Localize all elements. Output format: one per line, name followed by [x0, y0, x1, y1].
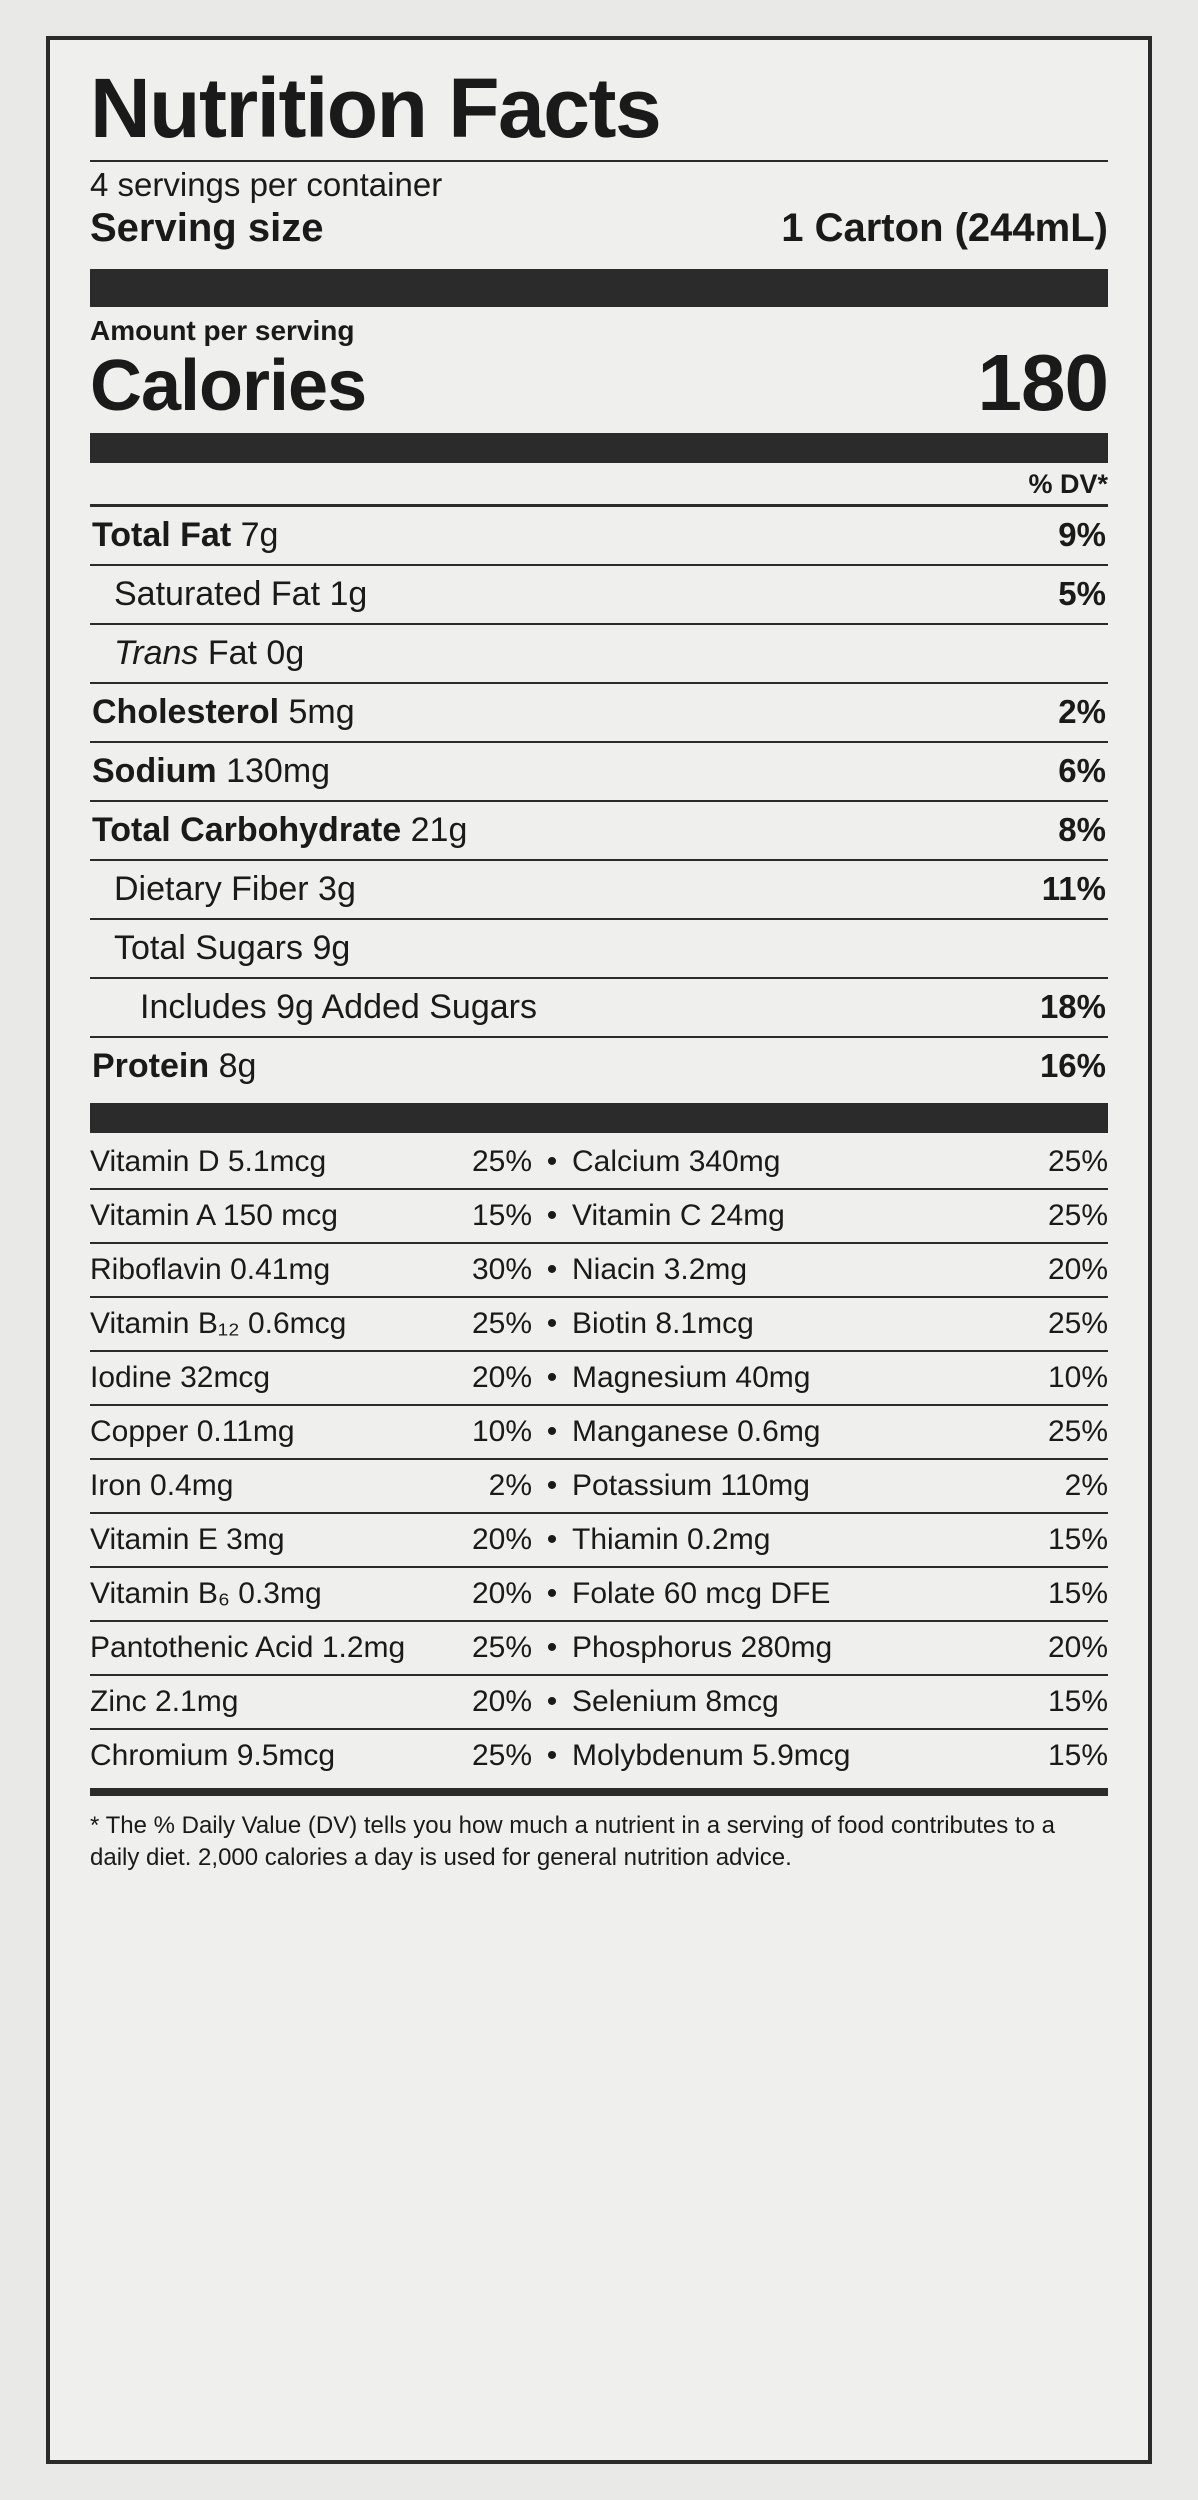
bullet-separator-icon: •	[546, 1685, 558, 1718]
nutrient-row	[90, 977, 1108, 1036]
nutrient-amount: Fat 0g	[198, 634, 305, 672]
vitamin-left-daily-value: 30%	[471, 1253, 532, 1286]
bullet-separator-icon: •	[546, 1739, 558, 1772]
vitamin-row	[90, 1188, 1108, 1242]
vitamin-left-daily-value: 2%	[488, 1469, 532, 1502]
vitamin-row	[90, 1566, 1108, 1620]
vitamin-right-name: Molybdenum 5.9mcg	[572, 1739, 851, 1772]
nutrient-name	[92, 988, 537, 1027]
nutrient-label: Cholesterol	[92, 693, 280, 731]
nutrient-name	[92, 811, 467, 850]
serving-size-label: Serving size	[90, 206, 324, 250]
page-title: Nutrition Facts	[90, 61, 661, 155]
nutrient-daily-value: 9%	[1058, 516, 1106, 553]
calories-row	[90, 338, 1108, 427]
vitamin-right-name: Phosphorus 280mg	[572, 1631, 833, 1664]
vitamin-right-name: Potassium 110mg	[572, 1469, 810, 1502]
vitamin-left-daily-value: 20%	[471, 1685, 532, 1718]
vitamin-right-daily-value: 20%	[1047, 1253, 1108, 1286]
vitamin-mineral-list	[90, 1133, 1108, 1782]
footnote: * The % Daily Value (DV) tells you how much a nutrient in a serving of food contributes to a daily diet. 2,000 calories a day is used for general nutrition advice.	[90, 1812, 1055, 1871]
vitamin-left-daily-value: 25%	[471, 1631, 532, 1664]
serving-size-row	[90, 206, 1108, 259]
bullet-separator-icon: •	[546, 1415, 558, 1448]
divider-thick-under-calories	[90, 433, 1108, 463]
vitamin-left-name: Zinc 2.1mg	[90, 1685, 239, 1718]
nutrient-row	[90, 741, 1108, 800]
nutrient-amount: 9g	[303, 929, 351, 967]
vitamin-left-name: Riboflavin 0.41mg	[90, 1253, 331, 1286]
vitamin-right-name: Manganese 0.6mg	[572, 1415, 821, 1448]
vitamin-left-name: Chromium 9.5mcg	[90, 1739, 336, 1772]
vitamin-right-daily-value: 20%	[1047, 1631, 1108, 1664]
vitamin-left-daily-value: 20%	[471, 1577, 532, 1610]
nutrient-amount: 1g	[320, 575, 368, 613]
nutrient-row	[90, 504, 1108, 564]
nutrient-label: Sodium	[92, 752, 217, 790]
vitamin-right-name: Calcium 340mg	[572, 1145, 781, 1178]
vitamin-left-name: Iron 0.4mg	[90, 1469, 234, 1502]
divider-thick-under-nutrients	[90, 1103, 1108, 1133]
vitamin-right-daily-value: 10%	[1047, 1361, 1108, 1394]
vitamin-right-daily-value: 15%	[1047, 1685, 1108, 1718]
nutrition-facts-panel	[46, 36, 1152, 2464]
vitamin-right-name: Niacin 3.2mg	[572, 1253, 748, 1286]
vitamin-row	[90, 1404, 1108, 1458]
amount-per-serving-label: Amount per serving	[90, 315, 355, 346]
vitamin-row	[90, 1728, 1108, 1782]
daily-value-header: % DV*	[1028, 469, 1108, 499]
bullet-separator-icon: •	[546, 1199, 558, 1232]
vitamin-right-name: Vitamin C 24mg	[572, 1199, 785, 1232]
bullet-separator-icon: •	[546, 1145, 558, 1178]
bullet-separator-icon: •	[546, 1361, 558, 1394]
nutrient-list	[90, 504, 1108, 1095]
nutrient-daily-value: 8%	[1058, 811, 1106, 848]
vitamin-left-name: Vitamin A 150 mcg	[90, 1199, 338, 1232]
vitamin-left-name: Copper 0.11mg	[90, 1415, 295, 1448]
divider-above-footnote	[90, 1788, 1108, 1796]
nutrient-amount: 7g	[231, 516, 279, 554]
vitamin-left-daily-value: 25%	[471, 1739, 532, 1772]
nutrient-label: Total Fat	[92, 516, 232, 554]
calories-value: 180	[977, 338, 1108, 427]
vitamin-right-daily-value: 25%	[1047, 1199, 1108, 1232]
nutrient-label: Total Carbohydrate	[92, 811, 402, 849]
vitamin-left-daily-value: 20%	[471, 1523, 532, 1556]
vitamin-left-name: Iodine 32mcg	[90, 1361, 271, 1394]
nutrient-name	[92, 693, 355, 732]
divider-thick-top	[90, 269, 1108, 307]
nutrient-name	[92, 516, 278, 555]
nutrient-daily-value: 6%	[1058, 752, 1106, 789]
nutrient-amount: 21g	[401, 811, 468, 849]
bullet-separator-icon: •	[546, 1577, 558, 1610]
nutrient-daily-value: 11%	[1041, 870, 1106, 907]
nutrient-label: Trans	[114, 634, 199, 672]
nutrient-label: Saturated Fat	[114, 575, 321, 613]
vitamin-right-daily-value: 15%	[1047, 1523, 1108, 1556]
servings-per-container: 4 servings per container	[90, 166, 443, 203]
vitamin-right-daily-value: 15%	[1047, 1739, 1108, 1772]
vitamin-left-daily-value: 25%	[471, 1307, 532, 1340]
vitamin-right-daily-value: 15%	[1047, 1577, 1108, 1610]
vitamin-right-name: Selenium 8mcg	[572, 1685, 779, 1718]
vitamin-row	[90, 1512, 1108, 1566]
vitamin-row	[90, 1133, 1108, 1188]
nutrient-row	[90, 564, 1108, 623]
nutrient-label: Dietary Fiber	[114, 870, 309, 908]
serving-size-value: 1 Carton (244mL)	[781, 206, 1108, 250]
vitamin-left-daily-value: 10%	[471, 1415, 532, 1448]
vitamin-row	[90, 1242, 1108, 1296]
nutrient-amount: 130mg	[216, 752, 331, 790]
vitamin-left-daily-value: 25%	[471, 1145, 532, 1178]
nutrient-name	[92, 634, 304, 673]
nutrient-daily-value: 18%	[1039, 988, 1106, 1025]
vitamin-left-daily-value: 20%	[471, 1361, 532, 1394]
vitamin-row	[90, 1458, 1108, 1512]
bullet-separator-icon: •	[546, 1469, 558, 1502]
nutrient-label: Protein	[92, 1047, 210, 1085]
vitamin-right-name: Magnesium 40mg	[572, 1361, 811, 1394]
vitamin-right-daily-value: 25%	[1047, 1145, 1108, 1178]
vitamin-right-name: Biotin 8.1mcg	[572, 1307, 754, 1340]
bullet-separator-icon: •	[546, 1253, 558, 1286]
nutrient-row	[90, 800, 1108, 859]
vitamin-right-daily-value: 25%	[1047, 1307, 1108, 1340]
nutrient-label: Includes	[140, 988, 267, 1026]
vitamin-right-name: Thiamin 0.2mg	[572, 1523, 771, 1556]
nutrient-name	[92, 1047, 256, 1086]
nutrient-label: Total Sugars	[114, 929, 303, 967]
nutrient-row	[90, 1036, 1108, 1095]
nutrient-row	[90, 859, 1108, 918]
vitamin-left-name: Vitamin B₆ 0.3mg	[90, 1577, 322, 1610]
nutrient-amount: 9g Added Sugars	[266, 988, 537, 1026]
nutrient-name	[92, 929, 350, 968]
nutrient-amount: 3g	[308, 870, 356, 908]
vitamin-row	[90, 1620, 1108, 1674]
vitamin-row	[90, 1350, 1108, 1404]
bullet-separator-icon: •	[546, 1631, 558, 1664]
vitamin-row	[90, 1296, 1108, 1350]
bullet-separator-icon: •	[546, 1307, 558, 1340]
vitamin-right-daily-value: 25%	[1047, 1415, 1108, 1448]
nutrient-name	[92, 752, 330, 791]
vitamin-left-name: Vitamin E 3mg	[90, 1523, 285, 1556]
nutrient-daily-value: 5%	[1058, 575, 1106, 612]
vitamin-left-name: Vitamin D 5.1mcg	[90, 1145, 327, 1178]
vitamin-row	[90, 1674, 1108, 1728]
nutrient-row	[90, 918, 1108, 977]
nutrient-daily-value: 16%	[1039, 1047, 1106, 1084]
vitamin-left-name: Pantothenic Acid 1.2mg	[90, 1631, 406, 1664]
nutrient-amount: 5mg	[279, 693, 355, 731]
nutrient-name	[92, 870, 356, 909]
nutrient-row	[90, 623, 1108, 682]
nutrient-name	[92, 575, 367, 614]
nutrient-row	[90, 682, 1108, 741]
calories-label: Calories	[90, 346, 367, 427]
vitamin-left-name: Vitamin B₁₂ 0.6mcg	[90, 1307, 347, 1340]
vitamin-right-daily-value: 2%	[1064, 1469, 1108, 1502]
nutrient-amount: 8g	[209, 1047, 257, 1085]
bullet-separator-icon: •	[546, 1523, 558, 1556]
vitamin-right-name: Folate 60 mcg DFE	[572, 1577, 831, 1610]
vitamin-left-daily-value: 15%	[471, 1199, 532, 1232]
nutrient-daily-value: 2%	[1058, 693, 1106, 730]
